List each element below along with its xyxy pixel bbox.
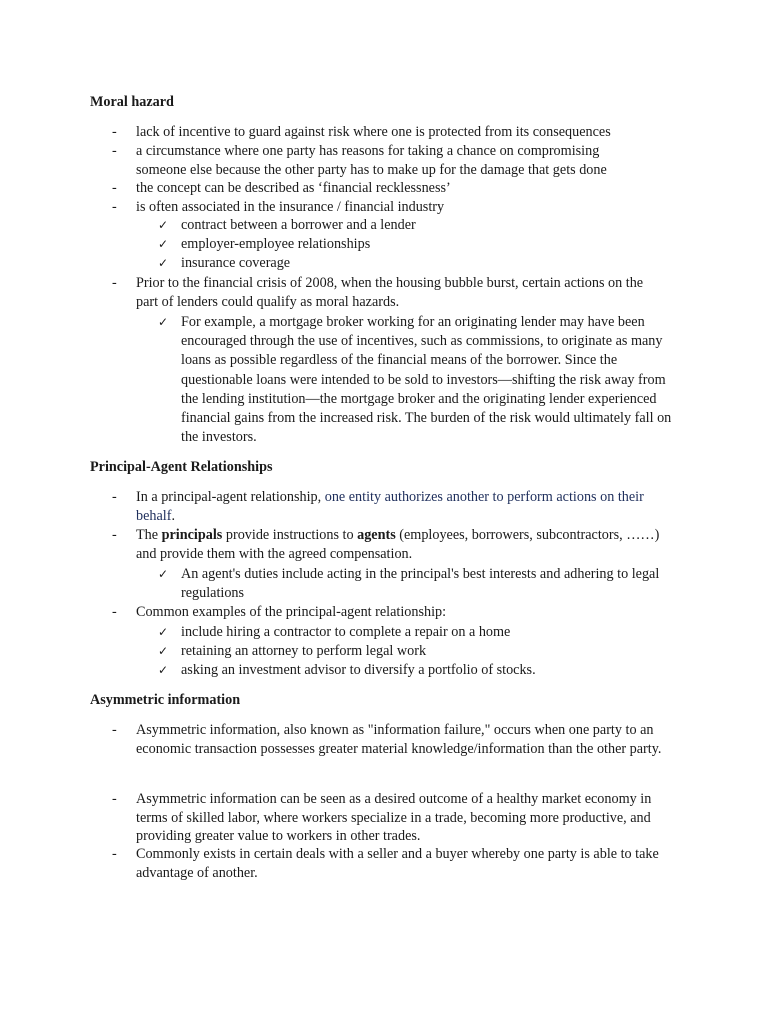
- check-text: include hiring a contractor to complete a repair on a home: [181, 624, 511, 640]
- dash-bullet: -: [112, 199, 117, 215]
- term-principals: principals: [161, 527, 223, 543]
- term-agents: agents: [357, 527, 396, 543]
- list-item: [112, 721, 702, 758]
- list-item: [112, 526, 702, 563]
- check-text: insurance coverage: [181, 255, 291, 271]
- bullet-text: [136, 488, 681, 525]
- check-icon: ✓: [158, 315, 169, 329]
- bullet-text: Asymmetric information, also known as "information failure," occurs when one party to an economic transaction possesses greater material knowledge/information than the other party.: [136, 722, 662, 757]
- bullet-text-end: .: [171, 507, 175, 524]
- dash-bullet: -: [112, 180, 117, 196]
- dash-bullet: -: [112, 527, 117, 543]
- list-item: [112, 179, 702, 198]
- check-text: An agent's duties include acting in the principal's best interests and adhering to legal regulations: [181, 566, 660, 601]
- check-item: [158, 623, 688, 642]
- bullet-text: the concept can be described as ‘financial recklessness’: [136, 180, 451, 196]
- check-text: employer-employee relationships: [181, 236, 371, 252]
- bullet-text: a circumstance where one party has reasons for taking a chance on compromising someone else because the other party has to make up for the damage that gets done: [136, 143, 607, 178]
- bullet-text: Asymmetric information can be seen as a desired outcome of a healthy market economy in terms of skilled labor, where workers specialize in a trade, becoming more productive, and providing greater value to workers in other trades.: [136, 791, 652, 844]
- dash-bullet: -: [112, 722, 117, 738]
- check-item: [158, 254, 688, 273]
- dash-bullet: -: [112, 489, 117, 505]
- bullet-text-mid: provide instructions to: [222, 527, 358, 543]
- bullet-text: [136, 526, 661, 563]
- list-item: [112, 198, 702, 217]
- check-icon: ✓: [158, 663, 169, 677]
- check-item: [158, 216, 688, 235]
- check-text: contract between a borrower and a lender: [181, 217, 416, 233]
- dash-bullet: -: [112, 143, 117, 159]
- check-icon: ✓: [158, 625, 169, 639]
- dash-bullet: -: [112, 846, 117, 862]
- check-item: [158, 313, 688, 447]
- check-text: retaining an attorney to perform legal work: [181, 643, 427, 659]
- check-text: For example, a mortgage broker working for an originating lender may have been encouraged through the use of incentives, such as commissions, to originate as many loans as possible regardless of the financial means of the borrower. Since the questionable loans were intended to be sold to investors—shifting the risk away from the lending institution—the mortgage broker and the originating lender experienced financial gains from the increased risk. The burden of the risk would ultimately fall on the investors.: [181, 314, 672, 446]
- list-item: [112, 274, 702, 311]
- check-icon: ✓: [158, 644, 169, 658]
- list-item: [112, 603, 702, 622]
- check-icon: ✓: [158, 237, 169, 251]
- heading-principal-agent: Principal-Agent Relationships: [90, 459, 273, 475]
- bullet-text-the: The: [136, 527, 162, 543]
- bullet-text-rest: (employees, borrowers, subcontractors, ……) and provide them with the agreed compensation.: [136, 527, 660, 562]
- check-item: [158, 565, 688, 602]
- list-item: [112, 488, 702, 525]
- heading-asymmetric-information: Asymmetric information: [90, 692, 241, 708]
- bullet-text: Commonly exists in certain deals with a seller and a buyer whereby one party is able to take advantage of another.: [136, 846, 659, 881]
- check-text: asking an investment advisor to diversify a portfolio of stocks.: [181, 662, 536, 678]
- dash-bullet: -: [112, 791, 117, 807]
- check-item: [158, 235, 688, 254]
- heading-moral-hazard: Moral hazard: [90, 94, 174, 110]
- list-item: [112, 790, 702, 846]
- dash-bullet: -: [112, 124, 117, 140]
- dash-bullet: -: [112, 604, 117, 620]
- check-item: [158, 661, 688, 680]
- list-item: [112, 845, 702, 882]
- bullet-text: is often associated in the insurance / financial industry: [136, 199, 445, 215]
- list-item: [112, 123, 702, 142]
- bullet-text: Common examples of the principal-agent relationship:: [136, 604, 447, 620]
- check-icon: ✓: [158, 567, 169, 581]
- list-item: [112, 142, 702, 179]
- bullet-text-plain: In a principal-agent relationship,: [136, 489, 325, 505]
- bullet-text: Prior to the financial crisis of 2008, when the housing bubble burst, certain actions on the part of lenders could qualify as moral hazards.: [136, 275, 644, 310]
- check-icon: ✓: [158, 256, 169, 270]
- dash-bullet: -: [112, 275, 117, 291]
- bullet-text: lack of incentive to guard against risk where one is protected from its consequences: [136, 124, 611, 140]
- bullet-text-highlight: one entity authorizes another to perform actions on their behalf: [136, 489, 644, 524]
- check-icon: ✓: [158, 218, 169, 232]
- check-item: [158, 642, 688, 661]
